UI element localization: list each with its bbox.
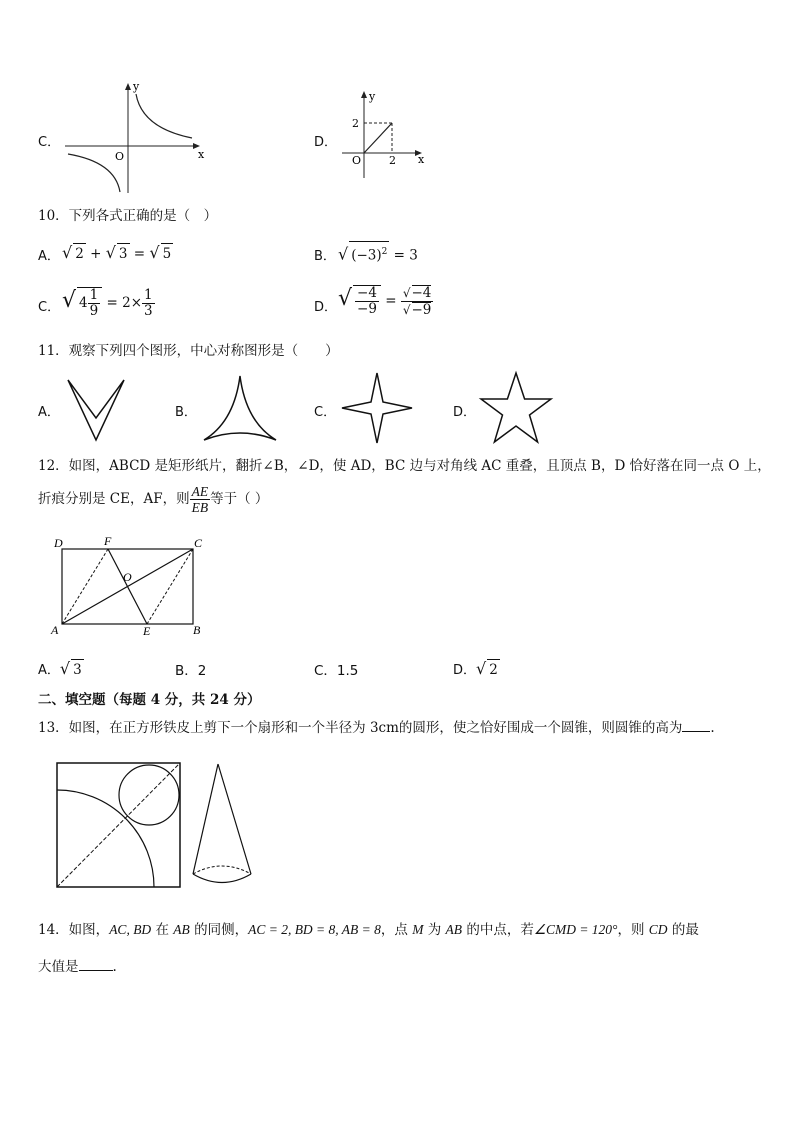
q14-conditions: AC = 2, BD = 8, AB = 8 xyxy=(248,922,381,937)
graph-c-x-label: x xyxy=(198,148,205,161)
graph-d-y-label: y xyxy=(369,90,376,103)
q12-option-d: D．√ 2 xyxy=(453,659,498,678)
q11-option-a-label: A． xyxy=(38,405,60,420)
q10-stem: 10．下列各式正确的是（ ） xyxy=(38,208,218,224)
q14-stem-line1: 14．如图，AC, BD 在 AB 的同侧，AC = 2, BD = 8, AB = 8，点 M 为 AB 的中点，若∠CMD = 120°，则 CD 的最 xyxy=(38,922,699,938)
q11-option-b-label: B． xyxy=(175,405,197,420)
q13-square-cone-figure xyxy=(52,758,262,893)
q13-stem-text: 13．如图，在正方形铁皮上剪下一个扇形和一个半径为 3cm的圆形，使之恰好围成一个圆锥，则圆锥的高为 xyxy=(38,720,683,736)
q9-option-d-label: D． xyxy=(314,135,338,150)
label-D: D xyxy=(54,536,63,550)
q11-option-c-label: C． xyxy=(314,405,337,420)
q12-rectangle-figure xyxy=(48,534,218,640)
label-E: E xyxy=(143,624,151,638)
section-2-heading: 二、填空题（每题 4 分，共 24 分） xyxy=(38,692,261,708)
q12-frac-den: EB xyxy=(191,500,209,515)
q12-option-b: B．2 xyxy=(175,663,207,679)
q10-option-a-label: A． xyxy=(38,249,60,264)
q10-option-a-formula: √ 2 + √ 3 = √ 5 xyxy=(62,243,172,262)
graph-c-origin-label: O xyxy=(115,150,125,163)
q10-option-b-formula: √ $(-3)^2 = 3$ xyxy=(338,241,418,266)
label-F: F xyxy=(104,534,112,548)
q10-option-c-formula: √ 4 $\frac{1}{9}$ = 2× $\frac{1}{3}$ xyxy=(62,287,153,319)
q10-option-b-label: B． xyxy=(314,249,336,264)
q14-angle: ∠CMD = 120° xyxy=(533,922,618,937)
q13-stem: 13．如图，在正方形铁皮上剪下一个扇形和一个半径为 3cm的圆形，使之恰好围成一个圆锥，则圆锥的高为 . xyxy=(38,720,715,736)
q11-four-point-star-shape xyxy=(340,371,414,445)
q14-answer-blank xyxy=(79,958,113,971)
q13-answer-blank xyxy=(682,719,710,732)
graph-c-y-label: y xyxy=(133,80,140,93)
graph-d-x-label: x xyxy=(418,153,425,166)
graph-d-xtick: 2 xyxy=(389,154,396,167)
q12-frac-num: AE xyxy=(191,484,209,499)
q10-option-d-formula: √ $\frac{-4}{-9}$ = $\frac{√-4}{√-9}$ xyxy=(338,285,432,318)
q14-stem-line2: 大值是 . xyxy=(38,959,117,975)
q9-option-c-label: C． xyxy=(38,135,61,150)
q10-option-d-label: D． xyxy=(314,300,338,315)
q10-option-c-label: C． xyxy=(38,300,61,315)
q11-option-d-label: D． xyxy=(453,405,477,420)
q14-segments: AC, BD xyxy=(109,922,152,937)
q11-stem: 11．观察下列四个图形，中心对称图形是（ ） xyxy=(38,343,339,359)
graph-d-origin-label: O xyxy=(352,154,362,167)
q12-stem-line1: 12．如图，ABCD 是矩形纸片，翻折∠B，∠D，使 AD，BC 边与对角线 AC 重叠，且顶点 B，D 恰好落在同一点 O 上， xyxy=(38,458,771,474)
q12-option-c: C．1.5 xyxy=(314,663,359,679)
q9-graph-d xyxy=(340,88,430,180)
q12-stem-line2 xyxy=(38,484,268,515)
label-C: C xyxy=(194,536,203,550)
label-B: B xyxy=(193,623,201,637)
q11-five-point-star-shape xyxy=(479,371,553,445)
q12-stem-post: 等于（ ） xyxy=(210,491,269,507)
q11-chevron-shape xyxy=(66,378,126,444)
q11-curved-triangle-shape xyxy=(202,374,278,444)
q9-graph-c xyxy=(60,78,210,196)
q12-option-a: A．√ 3 xyxy=(38,659,82,678)
label-A: A xyxy=(51,623,59,637)
label-O: O xyxy=(123,570,132,584)
graph-d-ytick: 2 xyxy=(352,117,359,130)
q12-stem-pre: 折痕分别是 CE，AF，则 xyxy=(38,491,190,507)
